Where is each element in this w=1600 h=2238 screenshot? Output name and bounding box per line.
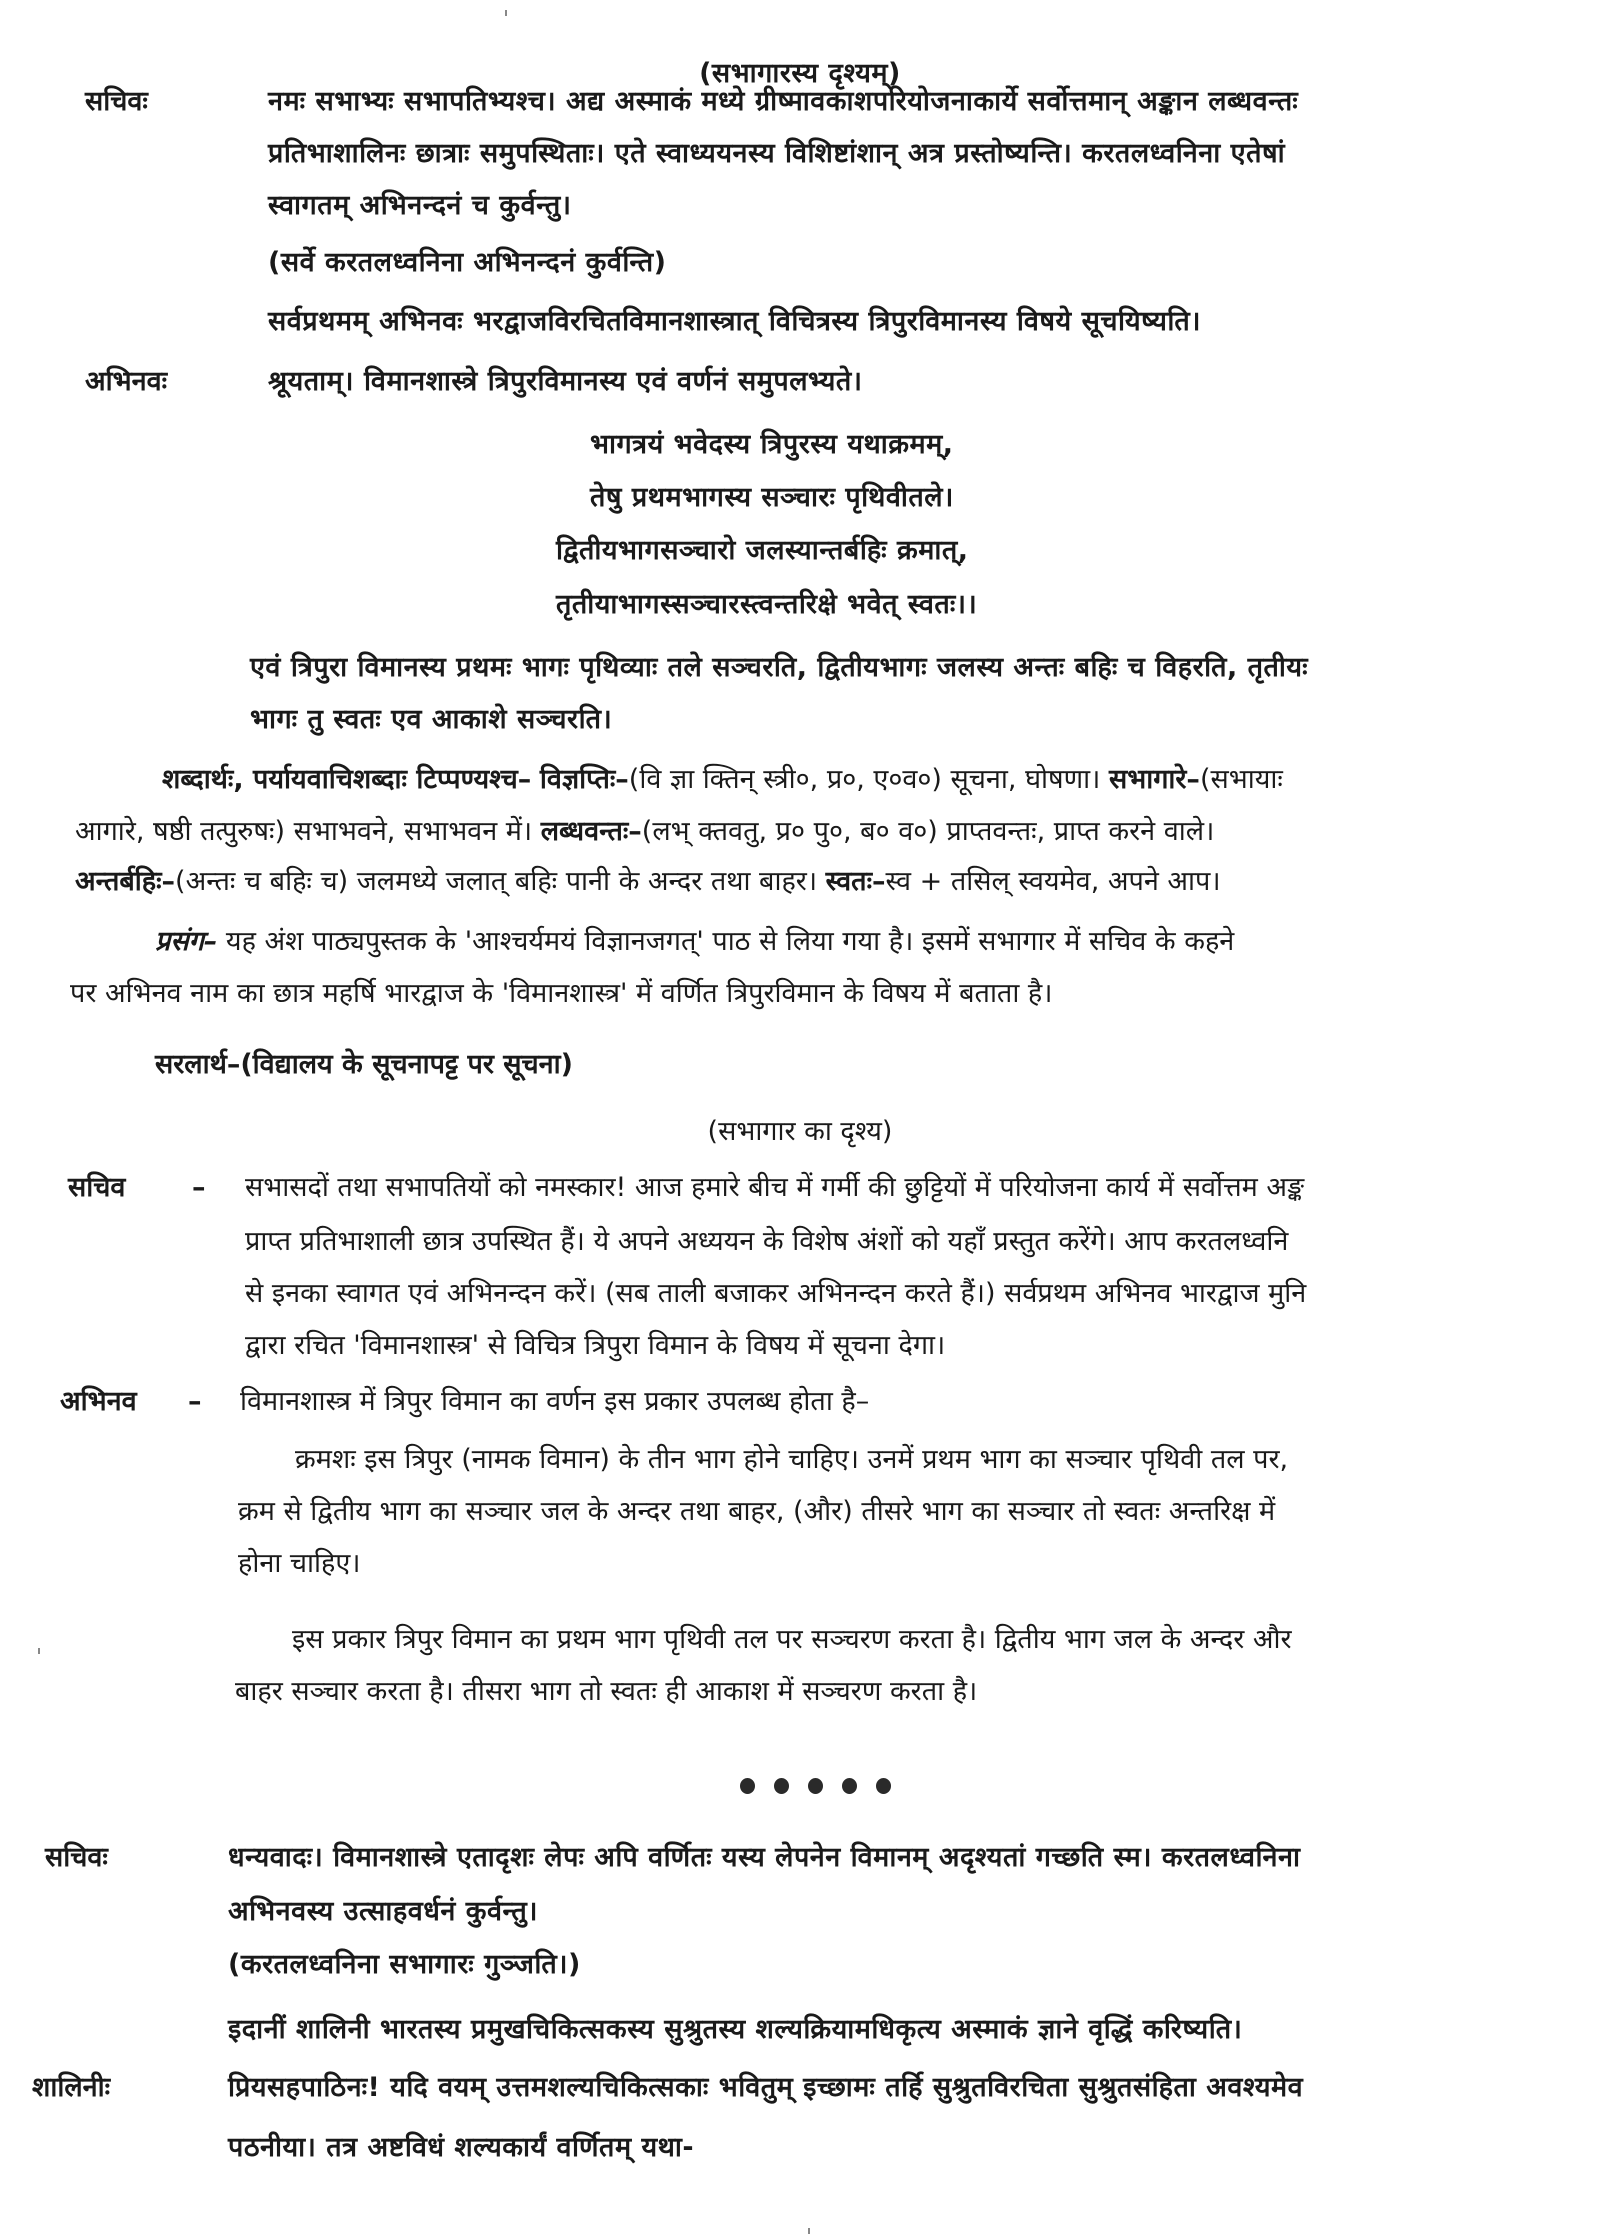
dash: – — [192, 1172, 206, 1203]
glossary-line-2 — [75, 812, 1214, 852]
glossary-heading: शब्दार्थः, पर्यायवाचिशब्दाः टिप्पण्यश्च– — [162, 764, 532, 795]
verse-line-2: तेषु प्रथमभागस्य सञ्चारः पृथिवीतले। — [590, 482, 954, 513]
separator-dot — [774, 1778, 789, 1794]
sachiv-hindi-line-1: सभासदों तथा सभापतियों को नमस्कार! आज हमारे बीच में गर्मी की छुट्टियों में परियोजना कार्य में सर्वोत्तम अङ्क — [245, 1172, 1305, 1203]
glossary-definition: (अन्तः च बहिः च) जलमध्ये जलात् बहिः पानी के अन्दर तथा बाहर। — [175, 866, 826, 897]
abhinav-hindi-para-1-line-1: क्रमशः इस त्रिपुर (नामक विमान) के तीन भाग होने चाहिए। उनमें प्रथम भाग का सञ्चार पृथिवी तल पर, — [295, 1444, 1289, 1475]
sachiv-announcement: सर्वप्रथमम् अभिनवः भरद्वाजविरचितविमानशास्त्रात् विचित्रस्य त्रिपुरविमानस्य विषये सूचयिष्यति। — [268, 306, 1202, 337]
stage-direction: (सर्वे करतलध्वनिना अभिनन्दनं कुर्वन्ति) — [268, 247, 667, 278]
sachiv-3-line-2: अभिनवस्य उत्साहवर्धनं कुर्वन्तु। — [228, 1896, 538, 1927]
glossary-term: सभागारे– — [1108, 764, 1200, 795]
abhinav-hindi-para-1-line-3: होना चाहिए। — [238, 1548, 361, 1579]
speaker-shalini: शालिनीः — [32, 2072, 111, 2103]
prasang-text: यह अंश पाठ्यपुस्तक के 'आश्चर्यमयं विज्ञानजगत्' पाठ से लिया गया है। इसमें सभागार में सचिव के कहने — [225, 926, 1235, 957]
dash: – — [188, 1386, 202, 1417]
glossary-line-1 — [162, 760, 1283, 800]
stage-direction-2: (करतलध्वनिना सभागारः गुञ्जति।) — [228, 1949, 581, 1980]
sachiv-hindi-line-2: प्राप्त प्रतिभाशाली छात्र उपस्थित हैं। ये अपने अध्ययन के विशेष अंशों को यहाँ प्रस्तुत करेंगे। आप करतलध्वनि — [245, 1226, 1289, 1257]
shalini-line-2: पठनीया। तत्र अष्टविधं शल्यकार्यं वर्णितम् यथा- — [228, 2132, 695, 2163]
abhinav-hindi-line-1: विमानशास्त्र में त्रिपुर विमान का वर्णन इस प्रकार उपलब्ध होता है– — [240, 1386, 870, 1417]
speaker-abhinav-hindi: अभिनव — [60, 1386, 137, 1417]
verse-line-1: भागत्रयं भवेदस्य त्रिपुरस्य यथाक्रमम्, — [590, 429, 954, 460]
glossary-term: अन्तर्बहिः– — [75, 866, 176, 897]
speaker-sachiv-hindi: सचिव — [68, 1172, 126, 1203]
glossary-definition: (वि ज्ञा क्तिन् स्त्री०, प्र०, ए०व०) सूचना, घोषणा। — [628, 764, 1109, 795]
saralarth-heading: सरलार्थ–(विद्यालय के सूचनापट्ट पर सूचना) — [155, 1049, 574, 1080]
glossary-term: लब्धवन्तः– — [540, 816, 642, 847]
abhinav-hindi-para-2-line-2: बाहर सञ्चार करता है। तीसरा भाग तो स्वतः ही आकाश में सञ्चरण करता है। — [235, 1676, 978, 1707]
sachiv-3-line-1: धन्यवादः। विमानशास्त्रे एतादृशः लेपः अपि वर्णितः यस्य लेपनेन विमानम् अदृश्यतां गच्छति स्म। करतलध्वनिना — [228, 1842, 1301, 1873]
scan-speck — [38, 1648, 40, 1654]
abhinav-line-1: श्रूयताम्। विमानशास्त्रे त्रिपुरविमानस्य एवं वर्णनं समुपलभ्यते। — [268, 366, 863, 397]
sachiv-hindi-line-4: द्वारा रचित 'विमानशास्त्र' से विचित्र त्रिपुरा विमान के विषय में सूचना देगा। — [245, 1330, 946, 1361]
glossary-line-3 — [75, 862, 1221, 902]
sachiv-line-3: स्वागतम् अभिनन्दनं च कुर्वन्तु। — [268, 190, 572, 221]
verse-line-3: द्वितीयभागसञ्चारो जलस्यान्तर्बहिः क्रमात्, — [556, 535, 969, 566]
abhinav-hindi-para-1-line-2: क्रम से द्वितीय भाग का सञ्चार जल के अन्दर तथा बाहर, (और) तीसरे भाग का सञ्चार तो स्वतः अन्तरिक्ष में — [238, 1496, 1276, 1527]
sachiv-4: इदानीं शालिनी भारतस्य प्रमुखचिकित्सकस्य सुश्रुतस्य शल्यक्रियामधिकृत्य अस्माकं ज्ञाने वृद्धिं करिष्यति। — [228, 2014, 1243, 2045]
glossary-term: विज्ञप्तिः– — [539, 764, 629, 795]
sachiv-line-2: प्रतिभाशालिनः छात्राः समुपस्थिताः। एते स्वाध्ययनस्य विशिष्टांशान् अत्र प्रस्तोष्यन्ति। करतलध्वनिना एतेषां — [268, 138, 1286, 169]
scene-heading-sanskrit: (सभागारस्य दृश्यम्) — [699, 58, 901, 89]
speaker-sachiv: सचिवः — [85, 86, 148, 117]
verse-line-4: तृतीयाभागस्सञ्चारस्त्वन्तरिक्षे भवेत् स्वतः।। — [556, 589, 978, 620]
glossary-definition: (सभायाः — [1199, 764, 1283, 795]
prasang-line-1 — [155, 922, 1234, 962]
separator-dot — [842, 1778, 857, 1794]
speaker-sachiv-2: सचिवः — [45, 1842, 108, 1873]
abhinav-explanation-line-1: एवं त्रिपुरा विमानस्य प्रथमः भागः पृथिव्याः तले सञ्चरति, द्वितीयभागः जलस्य अन्तः बहिः च विहरति, तृतीयः — [250, 652, 1309, 683]
separator-dot — [740, 1778, 755, 1794]
glossary-definition: (लभ् क्तवतु, प्र० पु०, ब० व०) प्राप्तवन्तः, प्राप्त करने वाले। — [641, 816, 1215, 847]
separator-dot — [808, 1778, 823, 1794]
sachiv-hindi-line-3: से इनका स्वागत एवं अभिनन्दन करें। (सब ताली बजाकर अभिनन्दन करते हैं।) सर्वप्रथम अभिनव भारद्वाज मुनि — [245, 1278, 1307, 1309]
section-separator — [740, 1778, 891, 1794]
prasang-label: प्रसंग– — [155, 926, 218, 957]
abhinav-hindi-para-2-line-1: इस प्रकार त्रिपुर विमान का प्रथम भाग पृथिवी तल पर सञ्चरण करता है। द्वितीय भाग जल के अन्दर और — [292, 1624, 1292, 1655]
scan-speck — [505, 10, 507, 16]
abhinav-explanation-line-2: भागः तु स्वतः एव आकाशे सञ्चरति। — [250, 704, 613, 735]
shalini-line-1: प्रियसहपाठिनः! यदि वयम् उत्तमशल्यचिकित्सकाः भवितुम् इच्छामः तर्हि सुश्रुतविरचिता सुश्रुतसंहिता अवश्यमेव — [228, 2072, 1304, 2103]
glossary-definition: आगारे, षष्ठी तत्पुरुषः) सभाभवने, सभाभवन में। — [75, 816, 541, 847]
glossary-definition: स्व + तसिल् स्वयमेव, अपने आप। — [885, 866, 1221, 897]
separator-dot — [876, 1778, 891, 1794]
speaker-abhinav: अभिनवः — [85, 366, 168, 397]
glossary-term: स्वतः– — [825, 866, 886, 897]
scene-heading-hindi: (सभागार का दृश्य) — [707, 1116, 893, 1147]
prasang-line-2: पर अभिनव नाम का छात्र महर्षि भारद्वाज के 'विमानशास्त्र' में वर्णित त्रिपुरविमान के विषय में बताता है। — [70, 978, 1053, 1009]
scan-speck — [808, 2228, 810, 2234]
sachiv-line-1: नमः सभाभ्यः सभापतिभ्यश्च। अद्य अस्माकं मध्ये ग्रीष्मावकाशपरियोजनाकार्ये सर्वोत्तमान् अङ्कान लब्धवन्तः — [268, 86, 1299, 117]
